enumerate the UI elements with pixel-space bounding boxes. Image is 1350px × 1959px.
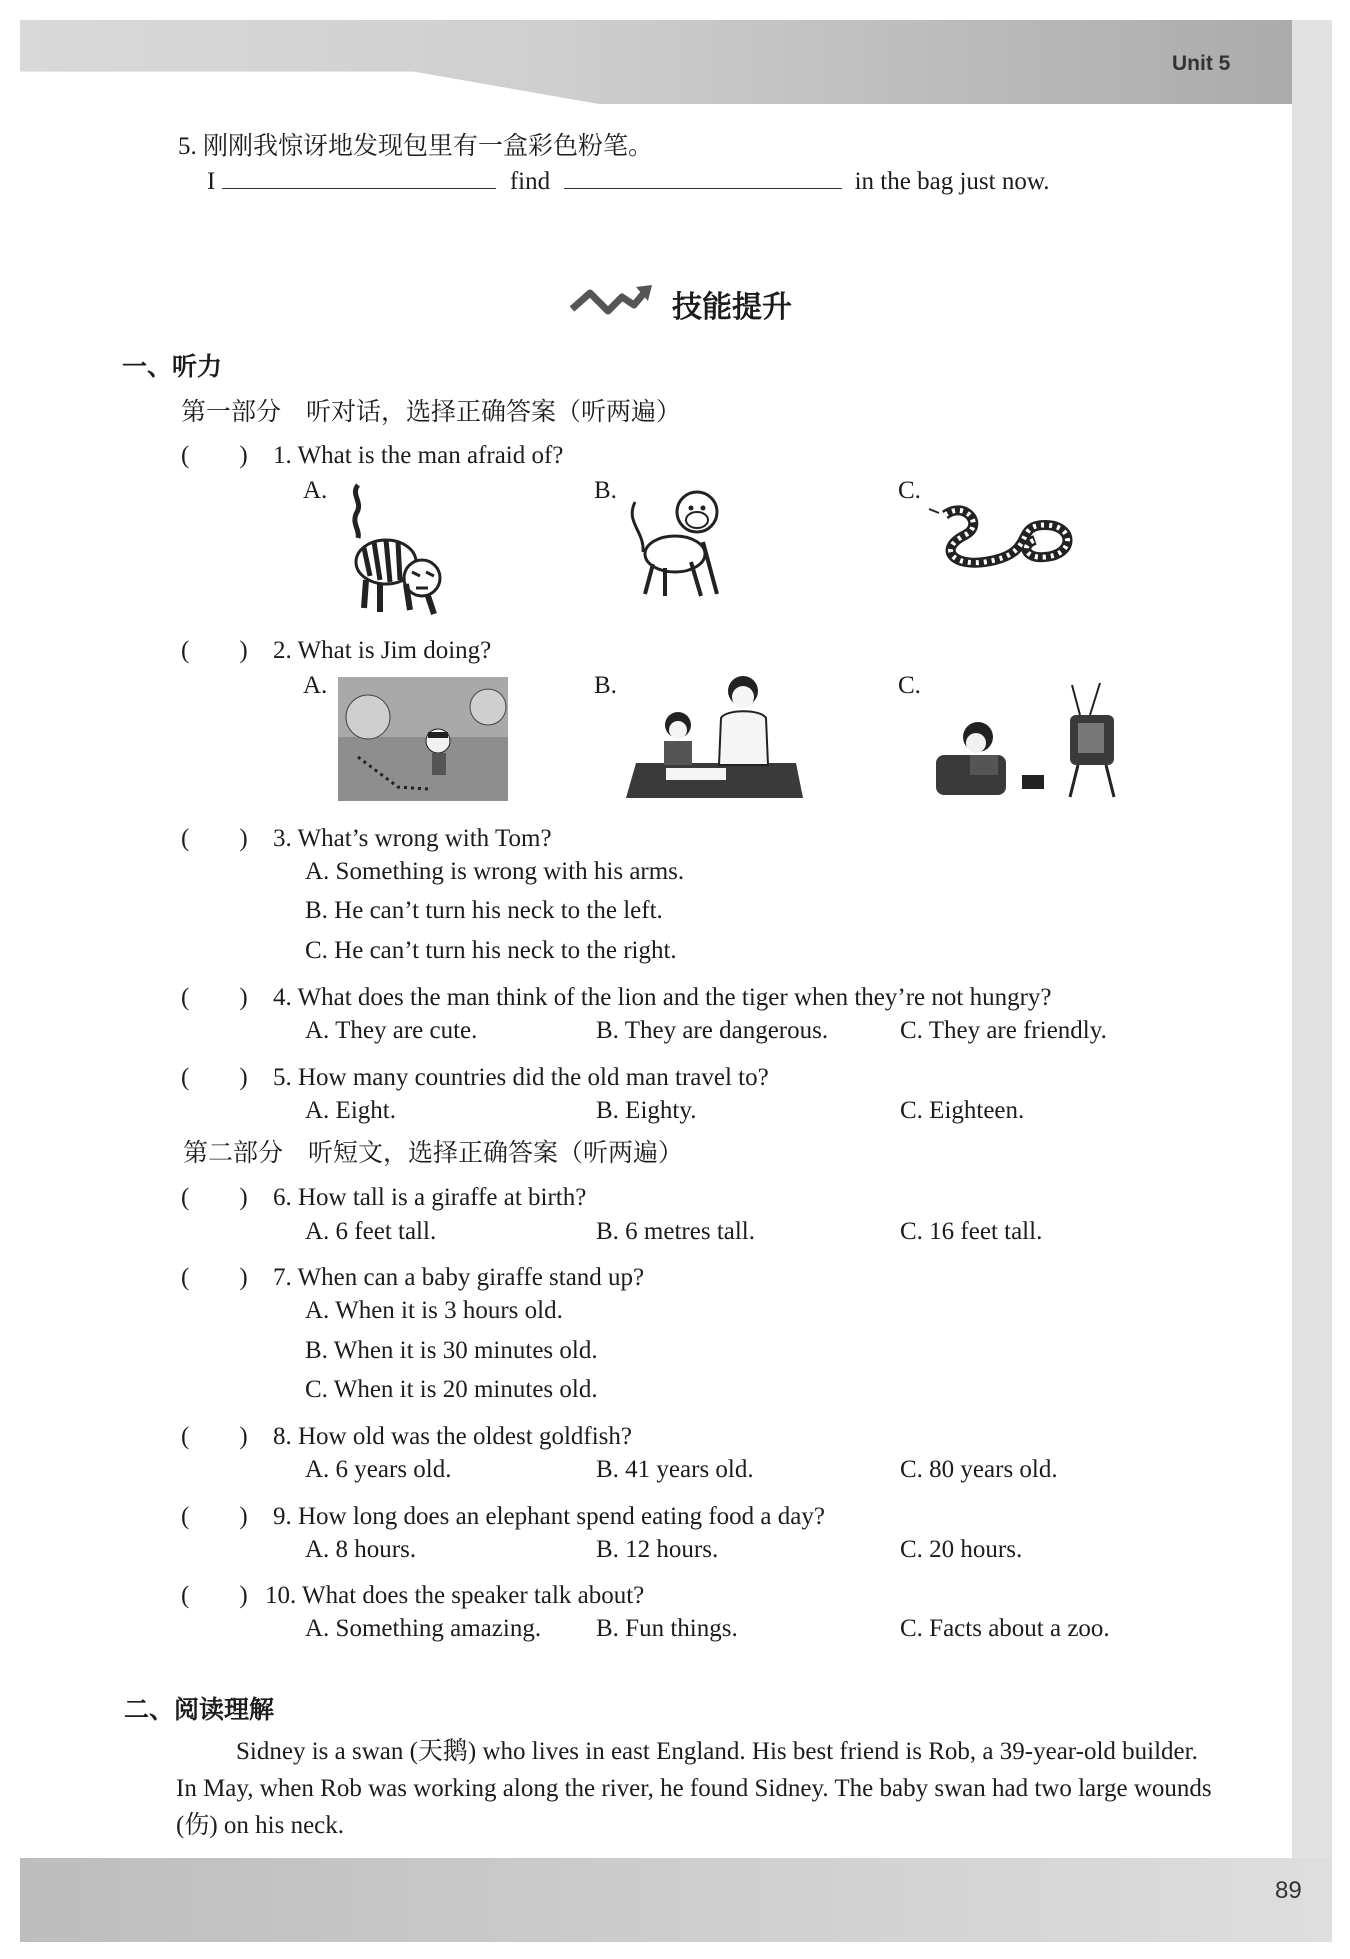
boy-watching-ants-image [338, 677, 508, 801]
monkey-image [625, 482, 745, 602]
skill-section-title: 技能提升 [672, 290, 792, 325]
question-text: 3. What’s wrong with Tom? [273, 825, 552, 852]
question-1 [181, 435, 563, 471]
option-c: C. [898, 477, 921, 504]
boy-watching-tv-image [930, 675, 1125, 800]
option-b: B. Fun things. [596, 1615, 738, 1642]
question-6 [181, 1177, 586, 1213]
translate-prompt: 5. 刚刚我惊讶地发现包里有一盒彩色粉笔。 [178, 133, 654, 160]
option-c: C. 16 feet tall. [900, 1218, 1043, 1245]
option-c: C. He can’t turn his neck to the right. [305, 937, 677, 964]
question-7 [181, 1257, 644, 1293]
tiger-image [330, 480, 455, 620]
question-3 [181, 818, 552, 854]
answer-paren[interactable]: ( ) [181, 637, 248, 664]
option-c: C. They are friendly. [900, 1017, 1107, 1044]
option-c: C. Eighteen. [900, 1097, 1025, 1124]
blank-2[interactable] [564, 168, 842, 189]
reading-heading: 二、阅读理解 [124, 1695, 275, 1724]
question-5 [181, 1057, 769, 1093]
header-band [20, 20, 1332, 106]
option-a: A. 6 feet tall. [305, 1218, 437, 1245]
question-text: 7. When can a baby giraffe stand up? [273, 1264, 645, 1291]
option-c: C. [898, 672, 921, 699]
question-text: 5. How many countries did the old man travel to? [273, 1064, 769, 1091]
question-text: 10. What does the speaker talk about? [265, 1582, 645, 1609]
option-b: B. [594, 672, 617, 699]
word-find: find [509, 168, 551, 195]
blank-1[interactable] [222, 168, 496, 189]
margin-band [1292, 20, 1332, 1942]
boy-studying-image [626, 673, 803, 803]
option-a: A. Something amazing. [305, 1615, 542, 1642]
unit-label: Unit 5 [1172, 52, 1231, 75]
option-a: A. They are cute. [305, 1017, 478, 1044]
answer-paren[interactable]: ( ) [181, 1184, 248, 1211]
option-c: C. 80 years old. [900, 1456, 1058, 1483]
part1-heading: 第一部分 听对话，选择正确答案（听两遍） [181, 399, 682, 426]
translate-answer-line [207, 168, 1050, 196]
option-a: A. [303, 672, 328, 699]
question-text: 8. How old was the oldest goldfish? [273, 1423, 632, 1450]
listening-heading: 一、听力 [122, 352, 223, 381]
option-c: C. When it is 20 minutes old. [305, 1376, 598, 1403]
answer-paren[interactable]: ( ) [181, 442, 248, 469]
option-a: A. Something is wrong with his arms. [305, 858, 685, 885]
question-4 [181, 977, 1052, 1013]
option-c: C. Facts about a zoo. [900, 1615, 1110, 1642]
question-text: 1. What is the man afraid of? [273, 442, 564, 469]
question-2 [181, 630, 491, 666]
answer-paren[interactable]: ( ) [181, 1264, 248, 1291]
answer-paren[interactable]: ( ) [181, 1423, 248, 1450]
option-c: C. 20 hours. [900, 1536, 1023, 1563]
question-9 [181, 1496, 825, 1532]
option-a: A. Eight. [305, 1097, 396, 1124]
question-text: 4. What does the man think of the lion and the tiger when they’re not hungry? [273, 984, 1052, 1011]
question-text: 2. What is Jim doing? [273, 637, 492, 664]
option-b: B. When it is 30 minutes old. [305, 1337, 598, 1364]
option-b: B. Eighty. [596, 1097, 697, 1124]
reading-paragraph: Sidney is a swan (天鹅) who lives in east England. His best friend is Rob, a 39-year-old builder. In May, when Rob was working along the river, he found Sidney. The baby swan had two large wounds (伤) on his neck. [176, 1738, 1212, 1839]
option-b: B. 41 years old. [596, 1456, 754, 1483]
snake-image [925, 495, 1090, 575]
option-a: A. 6 years old. [305, 1456, 452, 1483]
question-8 [181, 1416, 632, 1452]
option-b: B. 6 metres tall. [596, 1218, 755, 1245]
option-a: A. When it is 3 hours old. [305, 1297, 563, 1324]
question-text: 9. How long does an elephant spend eating food a day? [273, 1503, 825, 1530]
question-10 [181, 1575, 644, 1611]
word-rest: in the bag just now. [854, 168, 1050, 195]
answer-paren[interactable]: ( ) [181, 1503, 248, 1530]
option-b: B. They are dangerous. [596, 1017, 829, 1044]
answer-paren[interactable]: ( ) [181, 825, 248, 852]
trend-arrow-icon [570, 283, 654, 323]
part2-heading: 第二部分 听短文，选择正确答案（听两遍） [183, 1140, 684, 1167]
option-b: B. He can’t turn his neck to the left. [305, 897, 663, 924]
option-a: A. [303, 477, 328, 504]
question-text: 6. How tall is a giraffe at birth? [273, 1184, 587, 1211]
option-b: B. 12 hours. [596, 1536, 719, 1563]
footer-band [20, 1858, 1332, 1942]
answer-paren[interactable]: ( ) [181, 1582, 248, 1609]
page-number: 89 [1275, 1877, 1302, 1904]
option-a: A. 8 hours. [305, 1536, 417, 1563]
option-b: B. [594, 477, 617, 504]
answer-paren[interactable]: ( ) [181, 1064, 248, 1091]
word-i: I [207, 168, 216, 195]
answer-paren[interactable]: ( ) [181, 984, 248, 1011]
